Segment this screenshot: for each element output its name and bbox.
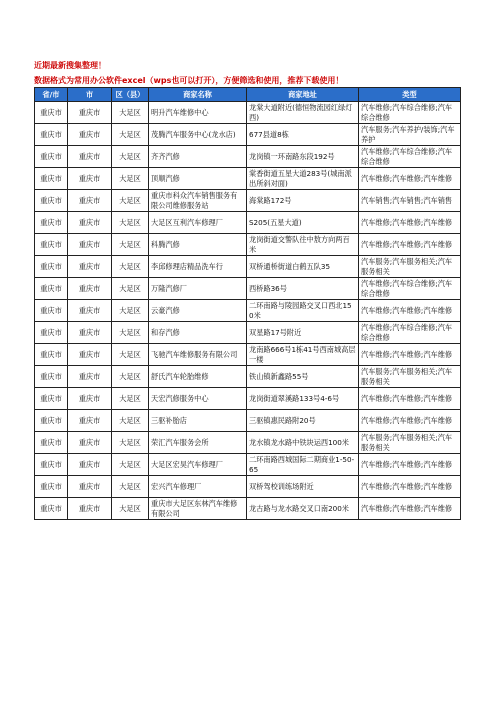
cell-city: 重庆市 xyxy=(68,256,112,278)
cell-district: 大足区 xyxy=(112,234,149,256)
cell-district: 大足区 xyxy=(112,432,149,454)
cell-type: 汽车维修;汽车维修;汽车维修 xyxy=(359,388,461,410)
table-row xyxy=(35,410,461,432)
cell-district: 大足区 xyxy=(112,212,149,234)
cell-address: 双星路17号附近 xyxy=(247,322,359,344)
cell-district: 大足区 xyxy=(112,410,149,432)
cell-city: 重庆市 xyxy=(68,300,112,322)
cell-merchant-name: 明升汽车维修中心 xyxy=(149,102,247,124)
cell-province: 重庆市 xyxy=(35,498,68,520)
table-row xyxy=(35,344,461,366)
cell-province: 重庆市 xyxy=(35,234,68,256)
cell-address: 677县道8栋 xyxy=(247,124,359,146)
cell-city: 重庆市 xyxy=(68,322,112,344)
cell-type: 汽车维修;汽车维修;汽车维修 xyxy=(359,498,461,520)
cell-district: 大足区 xyxy=(112,278,149,300)
cell-city: 重庆市 xyxy=(68,476,112,498)
cell-district: 大足区 xyxy=(112,300,149,322)
cell-province: 重庆市 xyxy=(35,124,68,146)
cell-address: 龙岗镇一环南路东段192号 xyxy=(247,146,359,168)
table-row xyxy=(35,102,461,124)
cell-province: 重庆市 xyxy=(35,366,68,388)
cell-merchant-name: 大足区宏昊汽车修理厂 xyxy=(149,454,247,476)
cell-merchant-name: 顶顺汽修 xyxy=(149,168,247,190)
cell-address: 二环南路西城国际二期商业1-50-65 xyxy=(247,454,359,476)
cell-city: 重庆市 xyxy=(68,124,112,146)
cell-address: 海棠路172号 xyxy=(247,190,359,212)
cell-address: 双桥驾校训练场附近 xyxy=(247,476,359,498)
header-district: 区（县） xyxy=(112,88,149,102)
cell-city: 重庆市 xyxy=(68,432,112,454)
cell-province: 重庆市 xyxy=(35,410,68,432)
cell-district: 大足区 xyxy=(112,388,149,410)
cell-province: 重庆市 xyxy=(35,256,68,278)
cell-city: 重庆市 xyxy=(68,410,112,432)
cell-city: 重庆市 xyxy=(68,102,112,124)
cell-city: 重庆市 xyxy=(68,344,112,366)
cell-district: 大足区 xyxy=(112,454,149,476)
cell-province: 重庆市 xyxy=(35,278,68,300)
cell-province: 重庆市 xyxy=(35,454,68,476)
cell-city: 重庆市 xyxy=(68,388,112,410)
cell-province: 重庆市 xyxy=(35,476,68,498)
cell-type: 汽车维修;汽车维修;汽车维修 xyxy=(359,410,461,432)
cell-province: 重庆市 xyxy=(35,300,68,322)
cell-address: 铁山镇新鑫路55号 xyxy=(247,366,359,388)
cell-address: 双桥通桥街道白鹤五队35 xyxy=(247,256,359,278)
cell-address: 龙岗街道翠溪路133号4-6号 xyxy=(247,388,359,410)
cell-merchant-name: 重庆市大足区东林汽车维修有限公司 xyxy=(149,498,247,520)
cell-district: 大足区 xyxy=(112,146,149,168)
cell-type: 汽车维修;汽车综合维修;汽车综合维修 xyxy=(359,278,461,300)
cell-merchant-name: 舒氏汽车轮胎维修 xyxy=(149,366,247,388)
cell-merchant-name: 李邱修理店精品洗车行 xyxy=(149,256,247,278)
cell-type: 汽车维修;汽车维修;汽车维修 xyxy=(359,476,461,498)
header-address: 商家地址 xyxy=(247,88,359,102)
table-row xyxy=(35,278,461,300)
cell-type: 汽车维修;汽车维修;汽车维修 xyxy=(359,168,461,190)
cell-merchant-name: 荣汇汽车服务会所 xyxy=(149,432,247,454)
cell-province: 重庆市 xyxy=(35,212,68,234)
cell-district: 大足区 xyxy=(112,344,149,366)
cell-type: 汽车维修;汽车维修;汽车维修 xyxy=(359,212,461,234)
cell-merchant-name: 万隆汽修厂 xyxy=(149,278,247,300)
cell-province: 重庆市 xyxy=(35,388,68,410)
cell-city: 重庆市 xyxy=(68,366,112,388)
cell-merchant-name: 科腾汽修 xyxy=(149,234,247,256)
cell-district: 大足区 xyxy=(112,366,149,388)
notice-line-1: 近期最新搜集整理！ xyxy=(34,61,106,70)
cell-type: 汽车维修;汽车综合维修;汽车综合维修 xyxy=(359,102,461,124)
cell-address: 龙古路与龙水路交叉口南200米 xyxy=(247,498,359,520)
header-city: 市 xyxy=(68,88,112,102)
cell-district: 大足区 xyxy=(112,190,149,212)
cell-city: 重庆市 xyxy=(68,212,112,234)
cell-type: 汽车维修;汽车维修;汽车维修 xyxy=(359,300,461,322)
cell-city: 重庆市 xyxy=(68,498,112,520)
table-row xyxy=(35,124,461,146)
cell-merchant-name: 茂腾汽车服务中心(龙水店) xyxy=(149,124,247,146)
cell-province: 重庆市 xyxy=(35,146,68,168)
cell-district: 大足区 xyxy=(112,124,149,146)
cell-district: 大足区 xyxy=(112,102,149,124)
table-row xyxy=(35,454,461,476)
cell-merchant-name: 三驱补胎店 xyxy=(149,410,247,432)
table-row xyxy=(35,366,461,388)
cell-district: 大足区 xyxy=(112,498,149,520)
table-row xyxy=(35,146,461,168)
cell-merchant-name: 飞驰汽车维修服务有限公司 xyxy=(149,344,247,366)
cell-address: 棠香街道五星大道283号(城南派出所斜对面) xyxy=(247,168,359,190)
cell-address: 三驱镇惠民路附20号 xyxy=(247,410,359,432)
cell-address: 西桥路36号 xyxy=(247,278,359,300)
cell-city: 重庆市 xyxy=(68,146,112,168)
cell-merchant-name: 云豪汽修 xyxy=(149,300,247,322)
cell-city: 重庆市 xyxy=(68,168,112,190)
merchant-table xyxy=(34,87,461,520)
table-row xyxy=(35,234,461,256)
cell-type: 汽车维修;汽车维修;汽车维修 xyxy=(359,234,461,256)
cell-district: 大足区 xyxy=(112,322,149,344)
cell-province: 重庆市 xyxy=(35,322,68,344)
cell-address: S205(五星大道) xyxy=(247,212,359,234)
cell-type: 汽车服务;汽车服务相关;汽车服务相关 xyxy=(359,432,461,454)
table-row xyxy=(35,256,461,278)
cell-province: 重庆市 xyxy=(35,190,68,212)
cell-merchant-name: 天宏汽修服务中心 xyxy=(149,388,247,410)
cell-merchant-name: 重庆市科众汽车销售服务有限公司维修服务站 xyxy=(149,190,247,212)
cell-type: 汽车维修;汽车维修;汽车维修 xyxy=(359,454,461,476)
cell-type: 汽车维修;汽车综合维修;汽车综合维修 xyxy=(359,322,461,344)
cell-address: 龙岗街道交警队往中敖方向两百米 xyxy=(247,234,359,256)
cell-address: 龙南路666号1栋41号西南城高层一楼 xyxy=(247,344,359,366)
cell-type: 汽车维修;汽车维修;汽车维修 xyxy=(359,344,461,366)
cell-district: 大足区 xyxy=(112,476,149,498)
cell-district: 大足区 xyxy=(112,168,149,190)
table-row xyxy=(35,476,461,498)
table-row xyxy=(35,432,461,454)
cell-merchant-name: 齐齐汽修 xyxy=(149,146,247,168)
table-row xyxy=(35,212,461,234)
cell-address: 二环南路与陵园路交叉口西北150米 xyxy=(247,300,359,322)
header-type: 类型 xyxy=(359,88,461,102)
cell-type: 汽车维修;汽车综合维修;汽车综合维修 xyxy=(359,146,461,168)
header-merchant-name: 商家名称 xyxy=(149,88,247,102)
cell-city: 重庆市 xyxy=(68,278,112,300)
cell-city: 重庆市 xyxy=(68,234,112,256)
table-row xyxy=(35,300,461,322)
cell-type: 汽车服务;汽车养护/装饰;汽车养护 xyxy=(359,124,461,146)
cell-merchant-name: 大足区互利汽车修理厂 xyxy=(149,212,247,234)
cell-province: 重庆市 xyxy=(35,344,68,366)
table-row xyxy=(35,168,461,190)
table-header-row xyxy=(35,88,461,102)
cell-province: 重庆市 xyxy=(35,432,68,454)
cell-merchant-name: 和存汽修 xyxy=(149,322,247,344)
cell-type: 汽车服务;汽车服务相关;汽车服务相关 xyxy=(359,256,461,278)
table-row xyxy=(35,498,461,520)
cell-type: 汽车服务;汽车服务相关;汽车服务相关 xyxy=(359,366,461,388)
table-row xyxy=(35,388,461,410)
table-row xyxy=(35,190,461,212)
cell-city: 重庆市 xyxy=(68,454,112,476)
cell-province: 重庆市 xyxy=(35,168,68,190)
cell-merchant-name: 宏兴汽车修理厂 xyxy=(149,476,247,498)
cell-province: 重庆市 xyxy=(35,102,68,124)
cell-address: 龙水镇龙水路中铁块运西100米 xyxy=(247,432,359,454)
header-province: 省/市 xyxy=(35,88,68,102)
cell-city: 重庆市 xyxy=(68,190,112,212)
notice-line-2: 数据格式为常用办公软件excel（wps也可以打开），方便筛选和使用，推荐下载使用！ xyxy=(34,76,344,85)
cell-type: 汽车销售;汽车销售;汽车销售 xyxy=(359,190,461,212)
table-row xyxy=(35,322,461,344)
cell-address: 龙棠大道附近(德恒物流园红绿灯西) xyxy=(247,102,359,124)
cell-district: 大足区 xyxy=(112,256,149,278)
